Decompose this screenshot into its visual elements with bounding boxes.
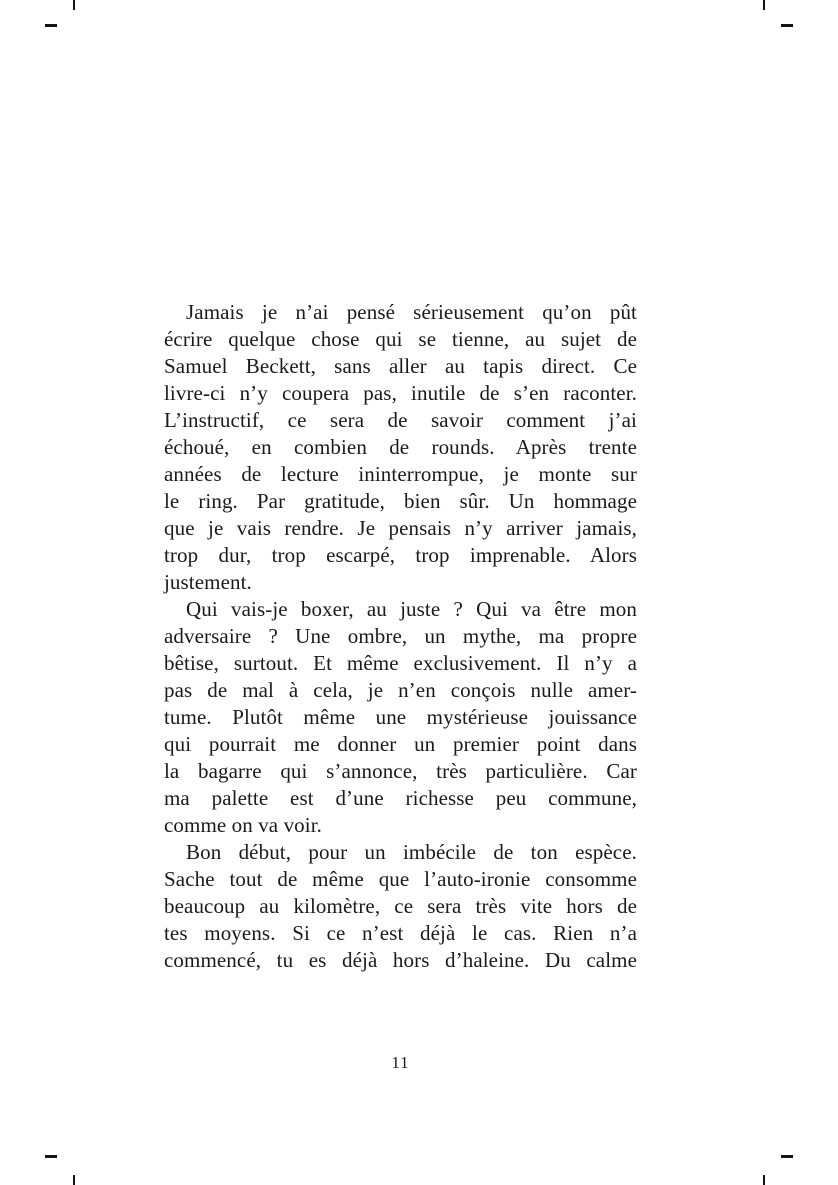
text-line: commencé, tu es déjà hors d’haleine. Du calme: [164, 948, 637, 972]
text-line: que je vais rendre. Je pensais n’y arriver jamais,: [164, 516, 637, 540]
crop-mark-bottom-left-horizontal: [45, 1155, 57, 1158]
paragraph-1: [164, 299, 637, 596]
text-line: années de lecture ininterrompue, je monte sur: [164, 462, 637, 486]
text-line: beaucoup au kilomètre, ce sera très vite hors de: [164, 894, 637, 918]
crop-mark-top-right-horizontal: [781, 24, 793, 27]
text-line: Qui vais-je boxer, au juste ? Qui va être mon: [186, 597, 637, 621]
crop-mark-bottom-left-vertical: [73, 1175, 75, 1185]
crop-mark-bottom-right-horizontal: [781, 1155, 793, 1158]
text-line: le ring. Par gratitude, bien sûr. Un hommage: [164, 489, 637, 513]
text-line: livre-ci n’y coupera pas, inutile de s’en raconter.: [164, 381, 637, 405]
text-line: adversaire ? Une ombre, un mythe, ma propre: [164, 624, 637, 648]
text-line: ma palette est d’une richesse peu commune,: [164, 786, 637, 810]
text-block: [164, 299, 637, 974]
page-number: 11: [391, 1053, 410, 1072]
text-line: Samuel Beckett, sans aller au tapis direct. Ce: [164, 354, 637, 378]
text-line: écrire quelque chose qui se tienne, au sujet de: [164, 327, 637, 351]
text-line: Bon début, pour un imbécile de ton espèce.: [186, 840, 637, 864]
text-line: justement.: [164, 570, 252, 594]
text-line: qui pourrait me donner un premier point dans: [164, 732, 637, 756]
crop-mark-top-left-horizontal: [45, 24, 57, 27]
text-line: pas de mal à cela, je n’en conçois nulle amer-: [164, 678, 637, 702]
text-line: trop dur, trop escarpé, trop imprenable. Alors: [164, 543, 637, 567]
text-line: tes moyens. Si ce n’est déjà le cas. Rien n’a: [164, 921, 637, 945]
text-line: L’instructif, ce sera de savoir comment j’ai: [164, 408, 637, 432]
crop-mark-bottom-right-vertical: [763, 1175, 765, 1185]
crop-mark-top-left-vertical: [73, 0, 75, 10]
text-line: Sache tout de même que l’auto-ironie consomme: [164, 867, 637, 891]
text-line: échoué, en combien de rounds. Après trente: [164, 435, 637, 459]
text-line: Jamais je n’ai pensé sérieusement qu’on pût: [186, 300, 637, 324]
text-line: comme on va voir.: [164, 813, 323, 837]
text-line: bêtise, surtout. Et même exclusivement. Il n’y a: [164, 651, 637, 675]
crop-mark-top-right-vertical: [763, 0, 765, 10]
text-line: la bagarre qui s’annonce, très particulière. Car: [164, 759, 637, 783]
paragraph-3: [164, 839, 637, 974]
paragraph-2: [164, 596, 637, 839]
text-line: tume. Plutôt même une mystérieuse jouissance: [164, 705, 637, 729]
